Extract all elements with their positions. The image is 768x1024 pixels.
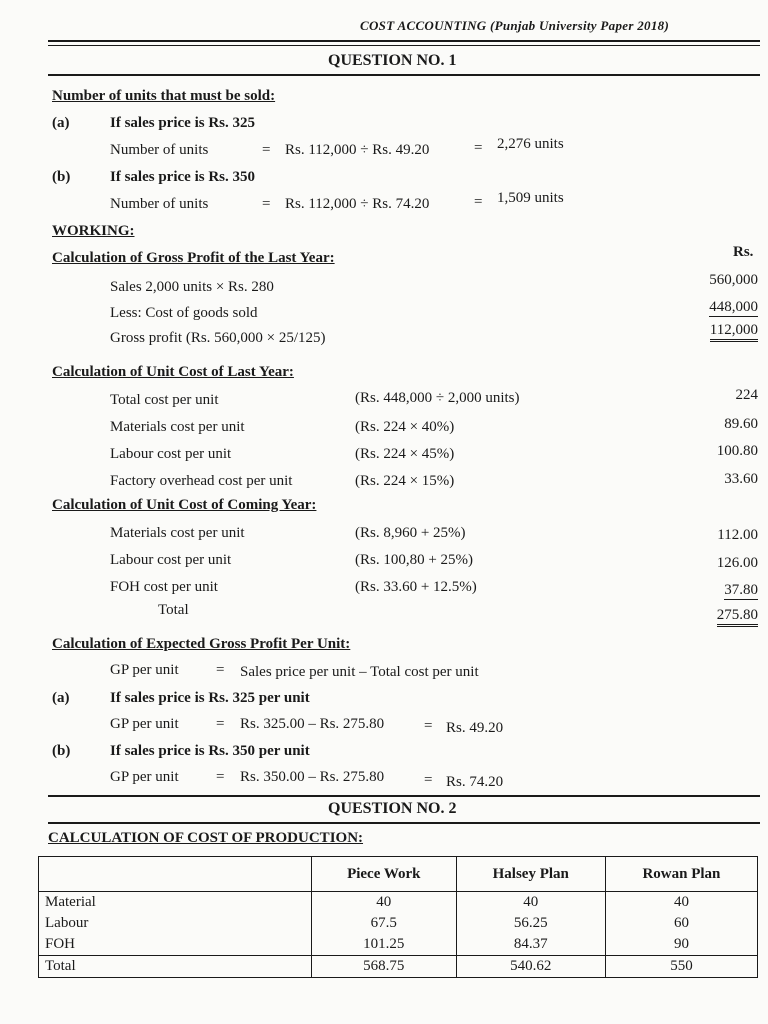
column-header: Halsey Plan (456, 857, 605, 892)
units-result: 1,509 units (497, 190, 564, 206)
units-formula: Rs. 112,000 ÷ Rs. 74.20 (285, 196, 430, 212)
row-label: FOH (39, 934, 312, 956)
equals-sign: = (216, 716, 225, 732)
ucc-row-formula: (Rs. 100,80 + 25%) (355, 552, 474, 568)
question-2-title: QUESTION NO. 2 (328, 800, 457, 817)
page-header: COST ACCOUNTING (Punjab University Paper 2018) (360, 18, 670, 33)
table-total-row (39, 956, 758, 978)
cost-of-production-table (38, 856, 758, 978)
equals-sign: = (216, 662, 225, 678)
expected-gp-heading: Calculation of Expected Gross Profit Per Unit: (52, 636, 351, 652)
ucl-row-label: Labour cost per unit (110, 446, 232, 462)
gp-case-b-label: (b) (52, 743, 71, 759)
gp-row-value: 448,000 (709, 299, 758, 315)
working-heading: WORKING: (52, 223, 135, 239)
units-formula: Rs. 112,000 ÷ Rs. 49.20 (285, 142, 430, 158)
gp-row-value: 560,000 (709, 272, 758, 288)
ucc-row-label: Labour cost per unit (110, 552, 232, 568)
case-b-label: (b) (52, 169, 71, 185)
row-label: Total (39, 956, 312, 978)
ucl-row-formula: (Rs. 224 × 45%) (355, 446, 455, 462)
gp-row-label: Less: Cost of goods sold (110, 305, 258, 321)
ucc-row-label: FOH cost per unit (110, 579, 218, 595)
ucc-total-value: 275.80 (717, 607, 758, 627)
gp-case-a-label: (a) (52, 690, 70, 706)
question-2-rule-bottom (48, 822, 760, 824)
ucl-row-label: Materials cost per unit (110, 419, 245, 435)
units-heading: Number of units that must be sold: (52, 88, 276, 104)
unit-cost-coming-heading: Calculation of Unit Cost of Coming Year: (52, 497, 317, 513)
gp-formula: Sales price per unit – Total cost per unit (240, 664, 479, 680)
ucc-row-value: 126.00 (716, 555, 758, 571)
gp-case-b-title: If sales price is Rs. 350 per unit (110, 743, 310, 759)
cost-of-production-heading: CALCULATION OF COST OF PRODUCTION: (48, 830, 364, 846)
table-cell: 90 (605, 934, 757, 956)
table-cell: 540.62 (456, 956, 605, 978)
question-1-rule (48, 74, 760, 76)
column-header (39, 857, 312, 892)
row-label: Material (39, 892, 312, 914)
table-cell: 568.75 (312, 956, 457, 978)
table-cell: 84.37 (456, 934, 605, 956)
rupees-column-head: Rs. (733, 244, 754, 260)
gp-result: Rs. 49.20 (446, 720, 504, 736)
equals-sign: = (474, 194, 483, 210)
gp-row-label: Gross profit (Rs. 560,000 × 25/125) (110, 330, 326, 346)
equals-sign: = (424, 718, 433, 734)
ucc-row-value: 112.00 (717, 527, 758, 543)
table-cell: 40 (456, 892, 605, 914)
gp-formula: Rs. 325.00 – Rs. 275.80 (240, 716, 385, 732)
table-cell: 40 (312, 892, 457, 914)
gp-formula: Rs. 350.00 – Rs. 275.80 (240, 769, 385, 785)
units-label: Number of units (110, 142, 209, 158)
units-label: Number of units (110, 196, 209, 212)
gp-case-a-title: If sales price is Rs. 325 per unit (110, 690, 310, 706)
question-1-title: QUESTION NO. 1 (328, 52, 457, 69)
ucl-row-value: 89.60 (724, 416, 758, 432)
ucl-row-label: Factory overhead cost per unit (110, 473, 293, 489)
equals-sign: = (474, 140, 483, 156)
ucl-row-value: 224 (735, 387, 758, 403)
case-a-label: (a) (52, 115, 70, 131)
row-label: Labour (39, 913, 312, 934)
gp-row-label: Sales 2,000 units × Rs. 280 (110, 279, 274, 295)
column-header: Rowan Plan (605, 857, 757, 892)
case-b-title: If sales price is Rs. 350 (110, 169, 255, 185)
gross-profit-heading: Calculation of Gross Profit of the Last Year: (52, 250, 335, 266)
equals-sign: = (424, 772, 433, 788)
table-cell: 550 (605, 956, 757, 978)
gp-result: Rs. 74.20 (446, 774, 504, 790)
table-cell: 40 (605, 892, 757, 914)
case-a-title: If sales price is Rs. 325 (110, 115, 255, 131)
column-header: Piece Work (312, 857, 457, 892)
ucc-row-label: Materials cost per unit (110, 525, 245, 541)
ucc-row-formula: (Rs. 33.60 + 12.5%) (355, 579, 477, 595)
units-result: 2,276 units (497, 136, 564, 152)
table-row (39, 934, 758, 956)
equals-sign: = (216, 769, 225, 785)
gp-row-value: 112,000 (710, 322, 758, 342)
gp-label: GP per unit (110, 662, 179, 678)
header-rule-bottom (48, 45, 760, 46)
table-cell: 67.5 (312, 913, 457, 934)
table-row (39, 892, 758, 914)
table-cell: 56.25 (456, 913, 605, 934)
question-2-rule-top (48, 795, 760, 797)
ucl-row-label: Total cost per unit (110, 392, 219, 408)
table-cell: 60 (605, 913, 757, 934)
ucl-row-value: 100.80 (716, 443, 758, 459)
ucl-row-formula: (Rs. 224 × 40%) (355, 419, 455, 435)
gp-label: GP per unit (110, 769, 179, 785)
table-row (39, 913, 758, 934)
ucl-row-formula: (Rs. 224 × 15%) (355, 473, 455, 489)
equals-sign: = (262, 196, 271, 212)
equals-sign: = (262, 142, 271, 158)
unit-cost-last-heading: Calculation of Unit Cost of Last Year: (52, 364, 294, 380)
table-header-row (39, 857, 758, 892)
ucc-row-formula: (Rs. 8,960 + 25%) (355, 525, 466, 541)
ucc-total-label: Total (158, 602, 189, 618)
gp-label: GP per unit (110, 716, 179, 732)
header-rule-top (48, 40, 760, 42)
ucc-row-value: 37.80 (724, 582, 758, 598)
ucl-row-value: 33.60 (724, 471, 758, 487)
ucl-row-formula: (Rs. 448,000 ÷ 2,000 units) (355, 390, 520, 406)
table-cell: 101.25 (312, 934, 457, 956)
